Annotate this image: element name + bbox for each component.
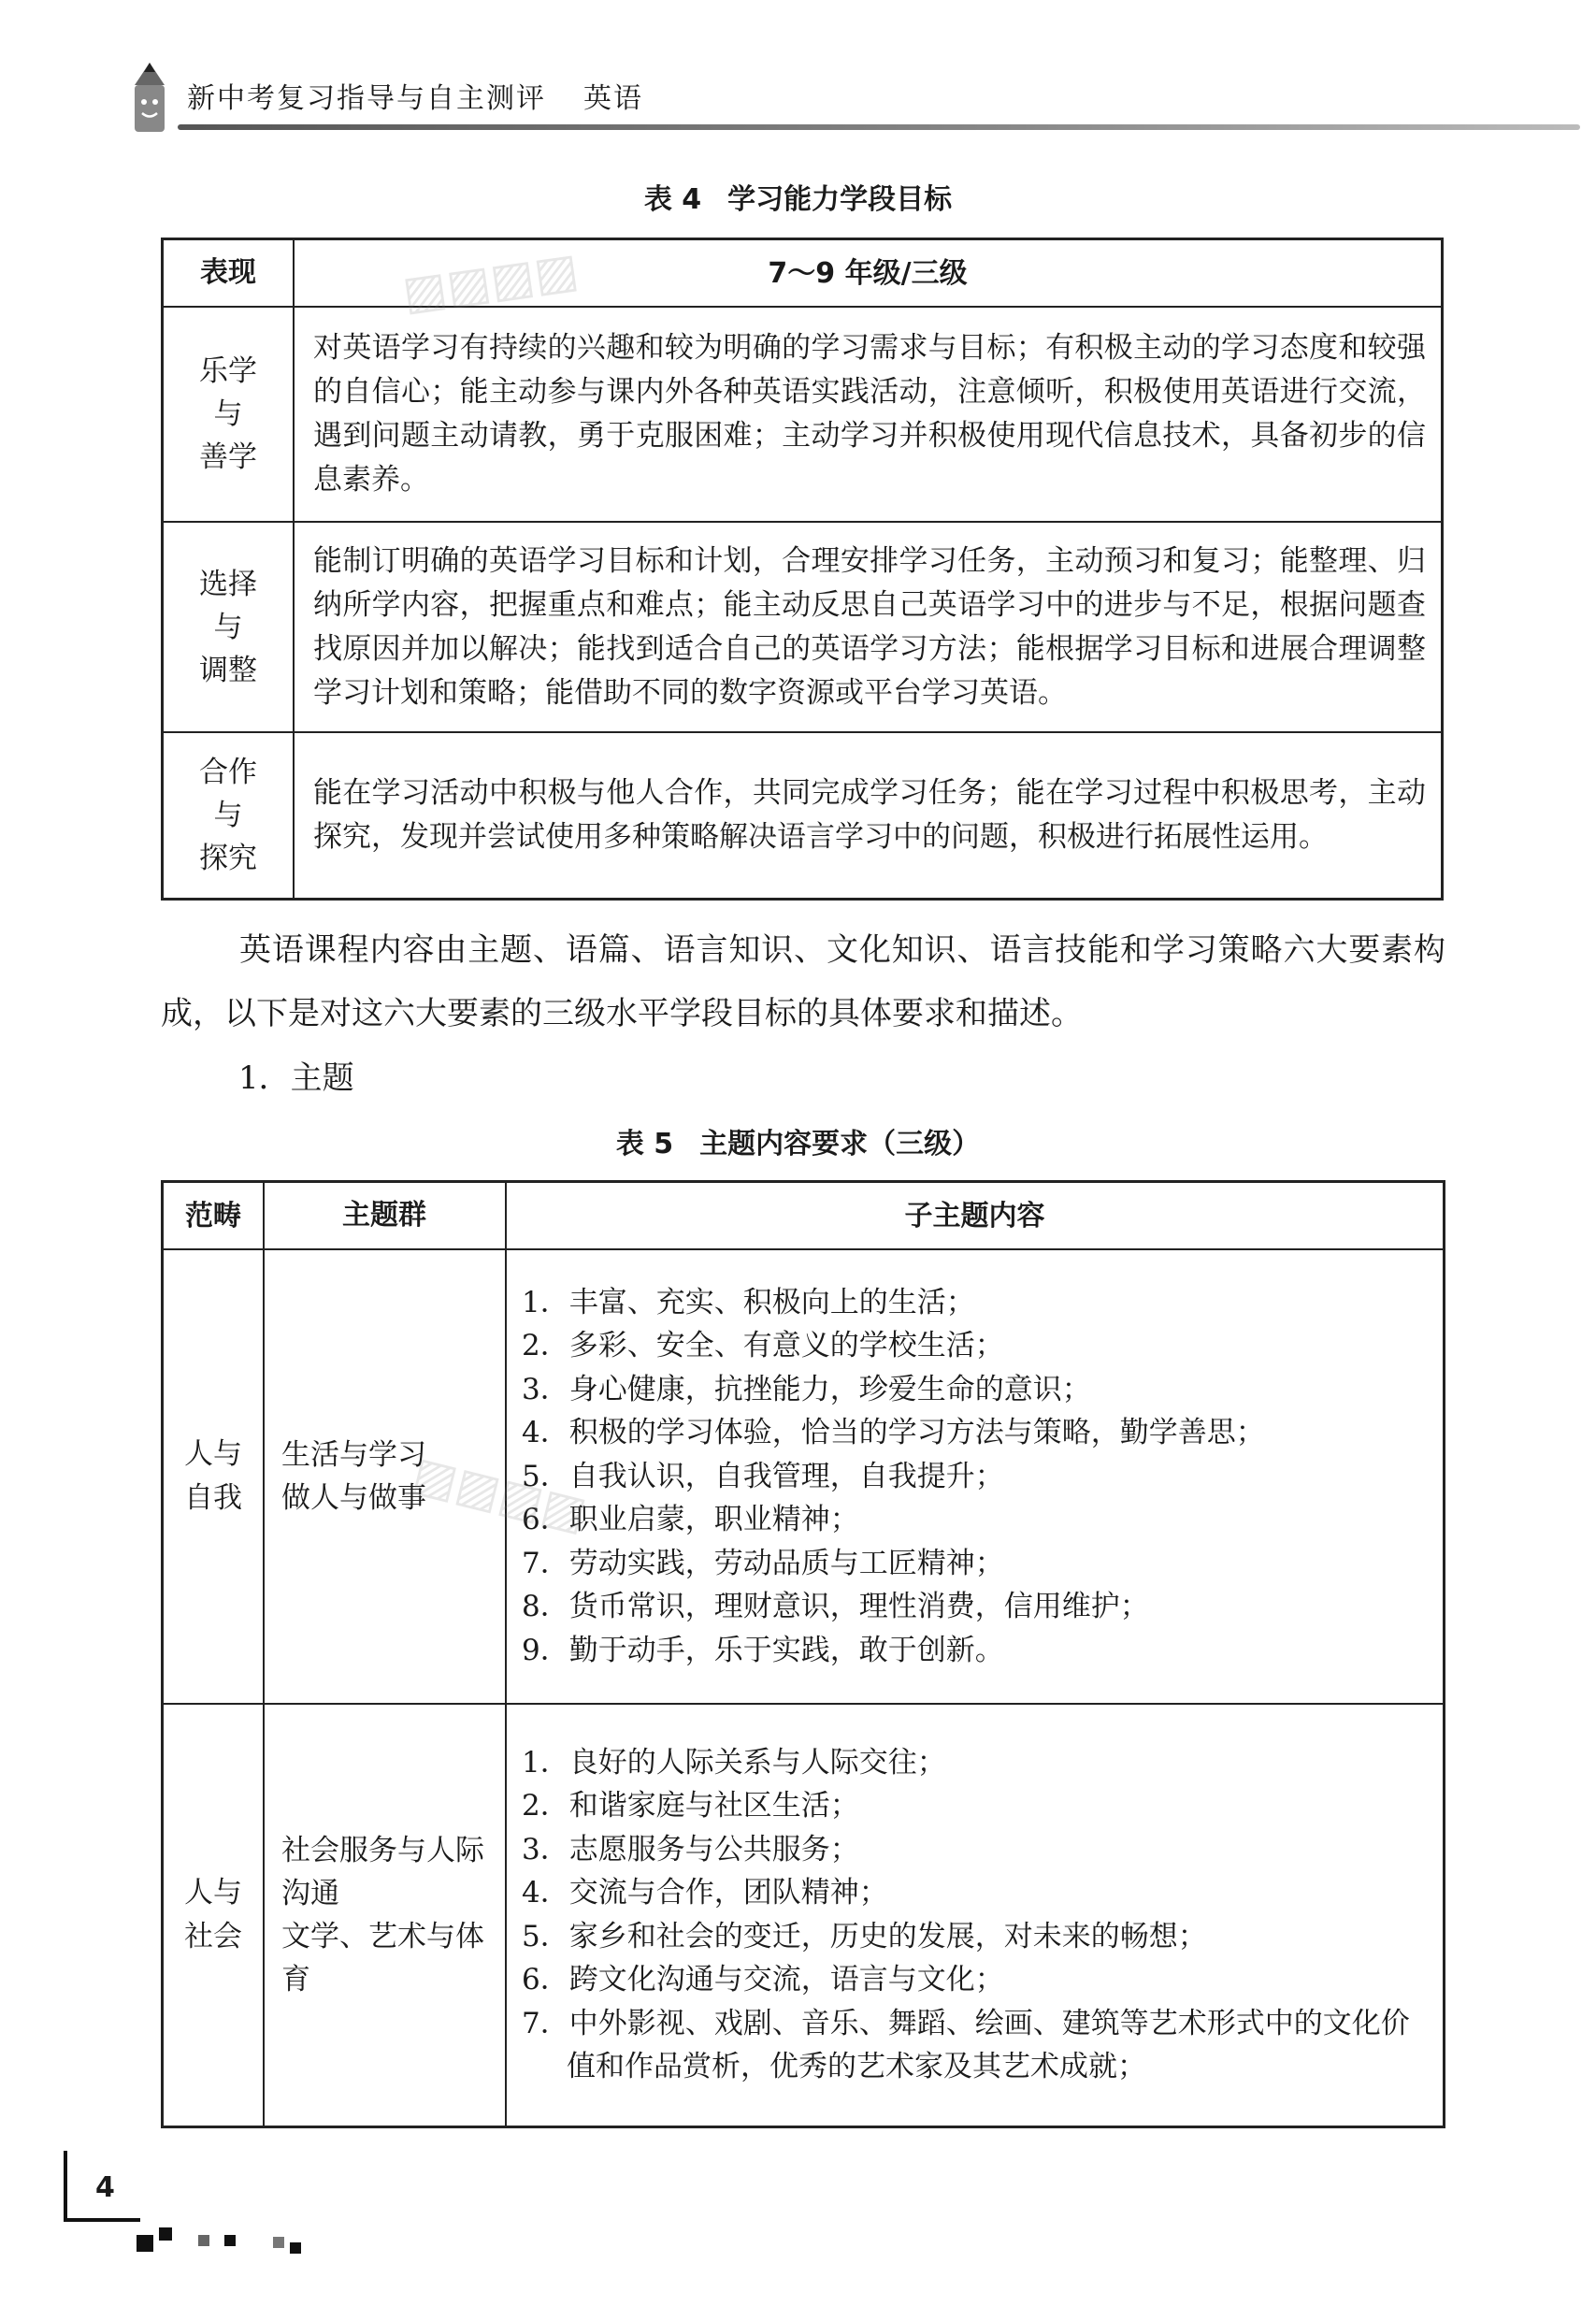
category-cell: 人与 自我 — [163, 1249, 265, 1704]
list-item: 9．勤于动手，乐于实践，敢于创新。 — [522, 1633, 1004, 1667]
table-row — [163, 522, 1443, 732]
col-header-theme-group: 主题群 — [264, 1182, 506, 1250]
list-item: 5．家乡和社会的变迁，历史的发展，对未来的畅想； — [522, 1919, 1207, 1953]
table5-caption-title: 主题内容要求（三级） — [699, 1128, 981, 1160]
list-item: 3．志愿服务与公共服务； — [522, 1832, 859, 1866]
learning-ability-table — [161, 238, 1444, 901]
theme-group-cell: 社会服务与人际沟通 文学、艺术与体育 — [264, 1704, 506, 2126]
list-item: 5．自我认识，自我管理，自我提升； — [522, 1459, 1004, 1493]
header-rule — [178, 124, 1580, 130]
decor-square — [137, 2235, 153, 2252]
list-item: 6．跨文化沟通与交流，语言与文化； — [522, 1963, 1004, 1997]
table5-caption-num: 表 5 — [615, 1128, 674, 1160]
section-heading: 1．主题 — [238, 1059, 354, 1097]
table5-caption — [0, 1120, 1596, 1161]
subtopic-list — [506, 1704, 1445, 2126]
theme-content-table — [161, 1180, 1445, 2128]
col-header-category: 范畴 — [163, 1182, 265, 1250]
table4-caption-num: 表 4 — [643, 183, 702, 216]
book-title: 新中考复习指导与自主测评 英语 — [187, 82, 643, 115]
col-header-grade: 7～9 年级/三级 — [294, 239, 1443, 308]
page-number-box — [64, 2151, 140, 2222]
intro-paragraph: 英语课程内容由主题、语篇、语言知识、文化知识、语言技能和学习策略六大要素构成，以下是对这六大要素的三级水平学段目标的具体要求和描述。 — [161, 931, 1445, 1032]
list-item: 2．多彩、安全、有意义的学校生活； — [522, 1329, 1004, 1363]
row-label: 乐学 与 善学 — [163, 307, 295, 522]
table4-caption-title: 学习能力学段目标 — [727, 183, 953, 216]
col-header-subtopics: 子主题内容 — [506, 1182, 1445, 1250]
table-row — [163, 1249, 1445, 1704]
list-item: 1．丰富、充实、积极向上的生活； — [522, 1285, 975, 1319]
subtopic-list — [506, 1249, 1445, 1704]
page-header — [112, 51, 1580, 154]
watermark: ▨▨▨▨ — [398, 242, 582, 321]
list-item: 4．交流与合作，团队精神； — [522, 1876, 888, 1910]
list-item: 7．劳动实践，劳动品质与工匠精神； — [522, 1546, 1004, 1580]
subject-label: 英语 — [583, 82, 643, 115]
table4-caption — [0, 176, 1596, 217]
row-content: 能在学习活动中积极与他人合作，共同完成学习任务；能在学习过程中积极思考，主动探究，发现并尝试使用多种策略解决语言学习中的问题，积极进行拓展性运用。 — [294, 732, 1443, 899]
list-item: 6．职业启蒙，职业精神； — [522, 1503, 859, 1537]
table-row — [163, 1704, 1445, 2126]
theme-group-cell: 生活与学习 做人与做事 — [264, 1249, 506, 1704]
row-label: 合作 与 探究 — [163, 732, 295, 899]
list-item: 8．货币常识，理财意识，理性消费，信用维护； — [522, 1590, 1149, 1624]
list-item: 2．和谐家庭与社区生活； — [522, 1789, 859, 1823]
table-header-row — [163, 1182, 1445, 1250]
table-row — [163, 732, 1443, 899]
category-cell: 人与 社会 — [163, 1704, 265, 2126]
decor-square — [159, 2227, 172, 2241]
decor-square — [224, 2235, 236, 2246]
decor-square — [198, 2235, 209, 2246]
list-item: 7．中外影视、戏剧、音乐、舞蹈、绘画、建筑等艺术形式中的文化价值和作品赏析，优秀的艺术家及其艺术成就； — [522, 2006, 1410, 2084]
row-label: 选择 与 调整 — [163, 522, 295, 732]
list-item: 1．良好的人际关系与人际交往； — [522, 1745, 946, 1780]
table-row — [163, 307, 1443, 522]
table-header-row — [163, 239, 1443, 308]
row-content: 能制订明确的英语学习目标和计划，合理安排学习任务，主动预习和复习；能整理、归纳所学内容，把握重点和难点；能主动反思自己英语学习中的进步与不足，根据问题查找原因并加以解决；能找到适合自己的英语学习方法；能根据学习目标和进展合理调整学习计划和策略；能借助不同的数字资源或平台学习英语。 — [294, 522, 1443, 732]
decor-square — [290, 2242, 301, 2254]
decor-square — [273, 2237, 284, 2248]
list-item: 3．身心健康，抗挫能力，珍爱生命的意识； — [522, 1372, 1091, 1406]
row-content: 对英语学习有持续的兴趣和较为明确的学习需求与目标；有积极主动的学习态度和较强的自信心；能主动参与课内外各种英语实践活动，注意倾听，积极使用英语进行交流，遇到问题主动请教，勇于克服困难；主动学习并积极使用现代信息技术，具备初步的信息素养。 — [294, 307, 1443, 522]
col-header-performance: 表现 — [163, 239, 295, 308]
page-number: 4 — [95, 2171, 115, 2204]
watermark: ▨▨▨▨ — [407, 1446, 593, 1541]
pencil-mascot-icon — [122, 61, 178, 136]
list-item: 4．积极的学习体验，恰当的学习方法与策略，勤学善思； — [522, 1416, 1265, 1450]
